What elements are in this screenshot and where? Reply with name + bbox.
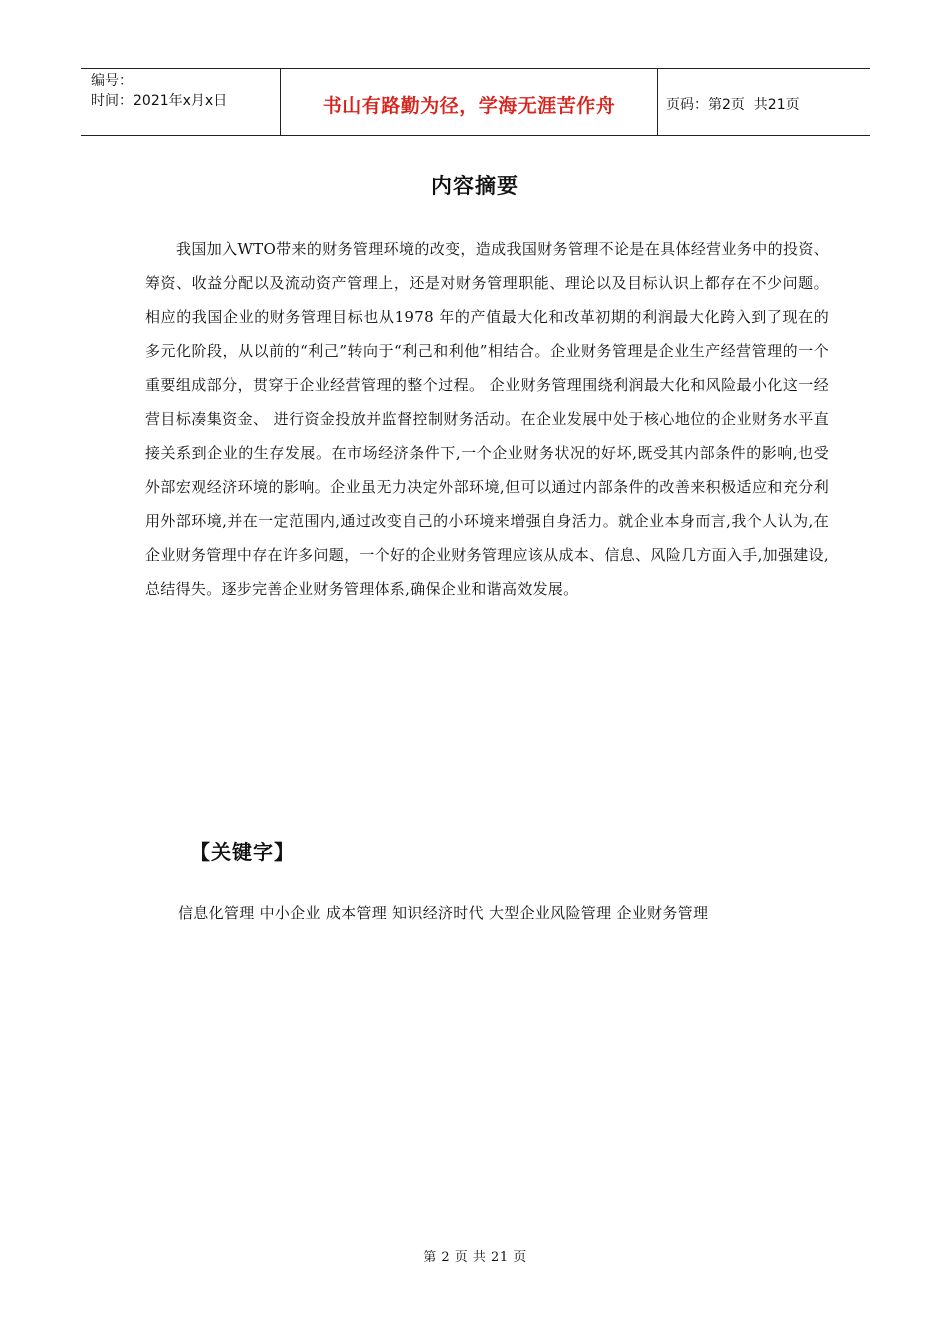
document-date: 时间：2021年x月x日 — [91, 93, 228, 109]
keywords-list: 信息化管理 中小企业 成本管理 知识经济时代 大型企业风险管理 企业财务管理 — [178, 904, 709, 922]
header-meta-cell — [81, 69, 281, 135]
abstract-body: 我国加入WTO带来的财务管理环境的改变，造成我国财务管理不论是在具体经营业务中的投资、筹资、收益分配以及流动资产管理上，还是对财务管理职能、理论以及目标认识上都存在不少问题。相应的我国企业的财务管理目标也从1978 年的产值最大化和改革初期的利润最大化跨入到了现在的多元化阶段，从以前的“利己”转向于“利己和利他”相结合。企业财务管理是企业生产经营管理的一个重要组成部分，贯穿于企业经营管理的整个过程。 企业财务管理围绕利润最大化和风险最小化这一经营目标凑集资金、 进行资金投放并监督控制财务活动。在企业发展中处于核心地位的企业财务水平直接关系到企业的生存发展。在市场经济条件下,一个企业财务状况的好坏,既受其内部条件的影响,也受外部宏观经济环境的影响。企业虽无力决定外部环境,但可以通过内部条件的改善来积极适应和充分利用外部环境,并在一定范围内,通过改变自己的小环境来增强自身活力。就企业本身而言,我个人认为,在企业财务管理中存在许多问题，一个好的企业财务管理应该从成本、信息、风险几方面入手,加强建设,总结得失。逐步完善企业财务管理体系,确保企业和谐高效发展。 — [145, 240, 829, 598]
header-motto: 书山有路勤为径，学海无涯苦作舟 — [281, 69, 658, 135]
keywords-heading: 【关键字】 — [190, 840, 295, 864]
page-footer: 第 2 页 共 21 页 — [423, 1250, 527, 1265]
header-page-cell — [658, 69, 870, 135]
abstract-title: 内容摘要 — [431, 174, 519, 198]
header-page-info: 页码：第2页 共21页 — [666, 97, 800, 113]
page-header — [81, 68, 870, 136]
document-number-label: 编号： — [91, 73, 133, 89]
